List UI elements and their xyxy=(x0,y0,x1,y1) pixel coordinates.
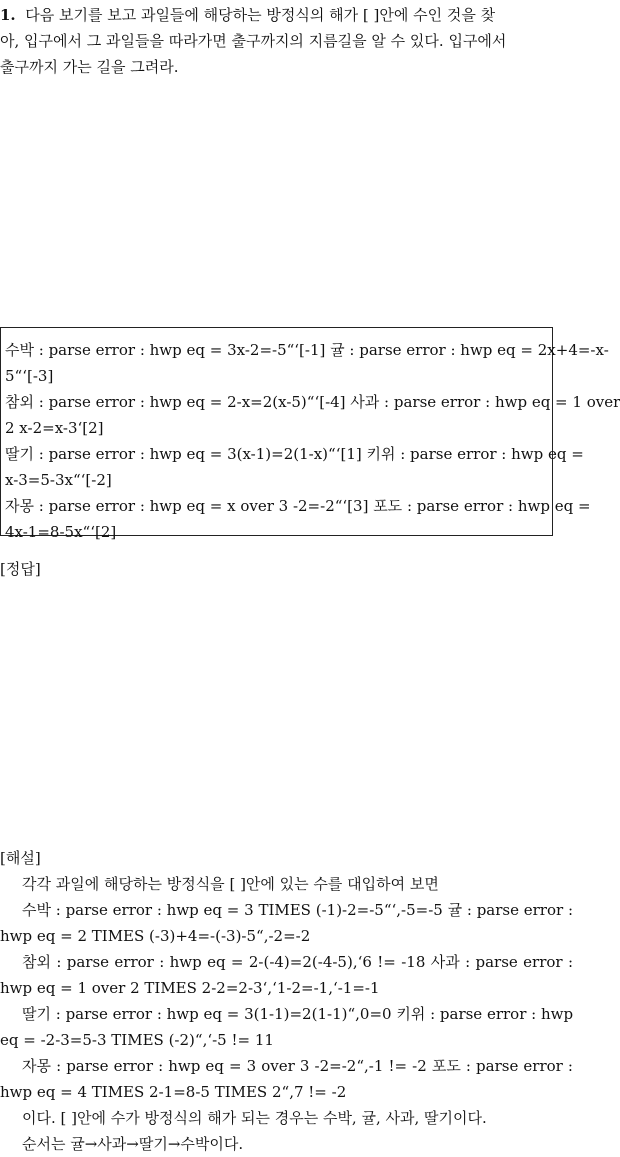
explanation-line: hwp eq = 4 TIMES 2-1=8-5 TIMES 2“,7 != -2 xyxy=(0,1083,347,1101)
answer-label: [정답] xyxy=(0,560,41,578)
explanation-line: hwp eq = 1 over 2 TIMES 2-2=2-3‘,‘1-2=-1,‘-1=-1 xyxy=(0,979,380,997)
choices-box xyxy=(0,327,620,541)
explanation-label: [해설] xyxy=(0,849,41,867)
question-line-1 xyxy=(0,2,573,28)
explanation-line: eq = -2-3=5-3 TIMES (-2)“,‘-5 != 11 xyxy=(0,1031,274,1049)
explanation-line: 딸기 : parse error : hwp eq = 3(1-1)=2(1-1)“,0=0 키위 : parse error : hwp xyxy=(22,1005,574,1023)
question-number: 1. xyxy=(0,6,16,24)
explanation-line: 순서는 귤→사과→딸기→수박이다. xyxy=(22,1135,244,1153)
question xyxy=(0,2,573,80)
question-text-1: 다음 보기를 보고 과일들에 해당하는 방정식의 해가 [ ]안에 수인 것을 찾 xyxy=(25,6,496,24)
choice-line: 수박 : parse error : hwp eq = 3x-2=-5“‘[-1] 귤 : parse error : hwp eq = 2x+4=-x- xyxy=(5,341,609,359)
choice-line: 참외 : parse error : hwp eq = 2-x=2(x-5)“‘[-4] 사과 : parse error : hwp eq = 1 over xyxy=(5,393,620,411)
choice-line: 5“‘[-3] xyxy=(5,367,54,385)
explanation xyxy=(0,871,573,1157)
choice-line: 딸기 : parse error : hwp eq = 3(x-1)=2(1-x)“‘[1] 키위 : parse error : hwp eq = xyxy=(5,445,584,463)
explanation-line: 이다. [ ]안에 수가 방정식의 해가 되는 경우는 수박, 귤, 사과, 딸기이다. xyxy=(22,1109,487,1127)
question-line-3: 출구까지 가는 길을 그려라. xyxy=(0,58,179,76)
explanation-line: 수박 : parse error : hwp eq = 3 TIMES (-1)-2=-5“‘,-5=-5 귤 : parse error : xyxy=(22,901,573,919)
choice-line: 자몽 : parse error : hwp eq = x over 3 -2=-2“‘[3] 포도 : parse error : hwp eq = xyxy=(5,497,591,515)
question-line-2: 아, 입구에서 그 과일들을 따라가면 출구까지의 지름길을 알 수 있다. 입구에서 xyxy=(0,32,507,50)
explanation-line: hwp eq = 2 TIMES (-3)+4=-(-3)-5“,-2=-2 xyxy=(0,927,311,945)
choice-line: 4x-1=8-5x“‘[2] xyxy=(5,523,117,541)
choice-line: 2 x-2=x-3‘[2] xyxy=(5,419,104,437)
choice-line: x-3=5-3x“‘[-2] xyxy=(5,471,112,489)
explanation-line: 참외 : parse error : hwp eq = 2-(-4)=2(-4-5),‘6 != -18 사과 : parse error : xyxy=(22,953,573,971)
explanation-line: 각각 과일에 해당하는 방정식을 [ ]안에 있는 수를 대입하여 보면 xyxy=(22,875,439,893)
explanation-line: 자몽 : parse error : hwp eq = 3 over 3 -2=-2“,-1 != -2 포도 : parse error : xyxy=(22,1057,573,1075)
